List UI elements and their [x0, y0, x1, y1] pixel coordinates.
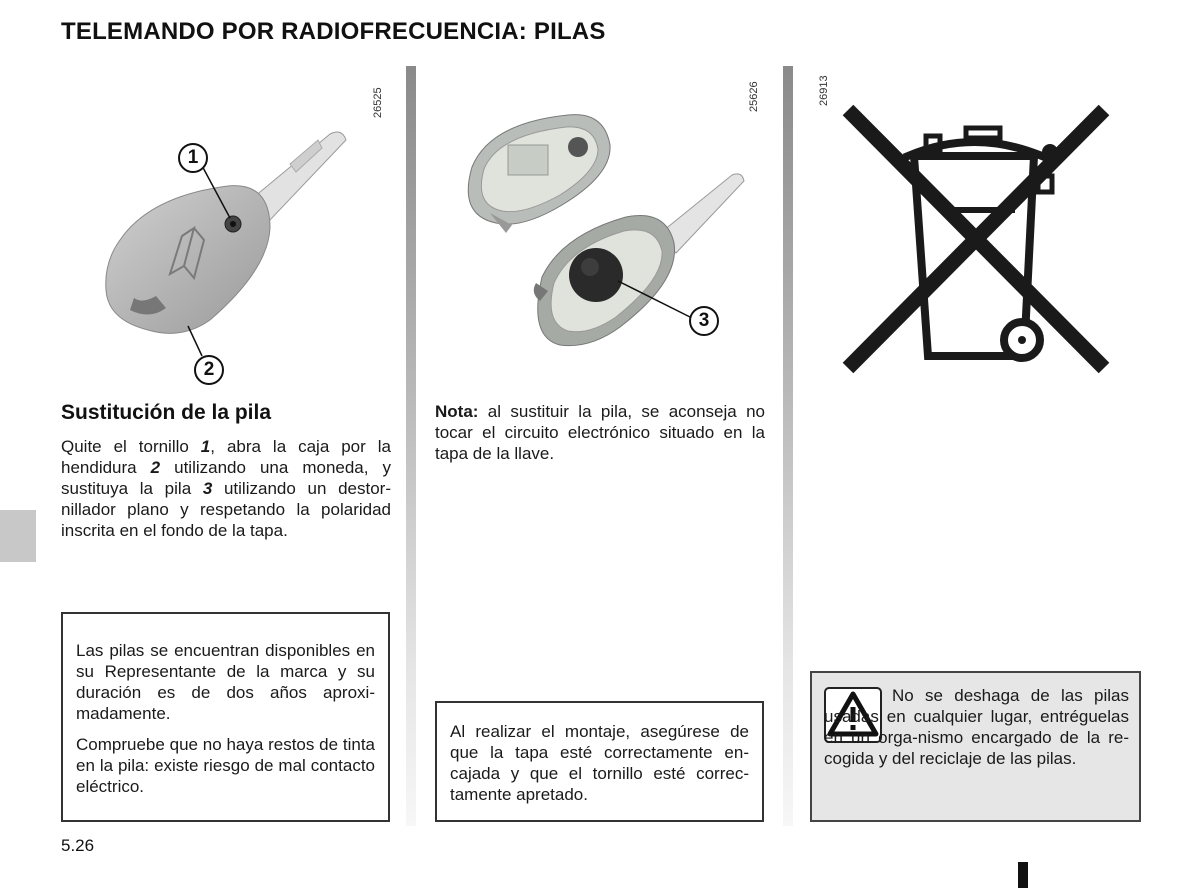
page-title: TELEMANDO POR RADIOFRECUENCIA: PILAS — [61, 18, 606, 45]
info-text: Compruebe que no haya restos de tinta en la pila: existe riesgo de mal contacto eléctrico. — [76, 735, 375, 796]
crossed-out-bin-symbol — [838, 100, 1113, 375]
text-run: utilizando una moneda, y sustituya la pila — [61, 458, 391, 498]
column-separator — [406, 66, 416, 826]
text-run: , abra la caja por la hendidura — [61, 437, 391, 477]
ref-number: 2 — [150, 458, 161, 477]
figure-code: 25626 — [748, 81, 760, 112]
ref-number: 3 — [202, 479, 213, 498]
warning-text: No se deshaga de las pilas usadas en cualquier lugar, entréguelas en un orga-nismo encargado de la re-cogida y del reciclaje de las pilas. — [824, 686, 1129, 768]
callout-3: 3 — [689, 306, 719, 336]
text-run: utilizando un destor-nillador plano y respetando la polaridad inscrita en el fondo de la tapa. — [61, 479, 391, 540]
note-label: Nota: — [435, 402, 479, 421]
key-fob-illustration — [90, 120, 360, 360]
info-box-availability — [61, 612, 390, 822]
text-run: Quite el tornillo — [61, 437, 201, 456]
info-text: Las pilas se encuentran disponibles en su Representante de la marca y su duración es de dos años aproxi-madamente. — [76, 641, 375, 723]
chapter-tab — [0, 510, 36, 562]
ref-number: 1 — [200, 437, 211, 456]
info-text: Al realizar el montaje, asegúrese de que la tapa esté correctamente en-cajada y que el tornillo esté correc-tamente apretado. — [450, 722, 749, 804]
callout-2: 2 — [194, 355, 224, 385]
info-box-assembly — [435, 701, 764, 822]
figure-code: 26913 — [818, 75, 830, 106]
page-number: 5.26 — [61, 836, 95, 855]
column-separator — [783, 66, 793, 826]
section-heading: Sustitución de la pila — [61, 401, 272, 424]
warning-box — [810, 671, 1141, 822]
instructions-paragraph — [61, 436, 391, 541]
note-text: al sustituir la pila, se aconseja no tocar el circuito electrónico situado en la tapa de la llave. — [435, 402, 765, 463]
note-paragraph — [435, 401, 765, 464]
page-marker — [1018, 862, 1028, 888]
callout-1: 1 — [178, 143, 208, 173]
figure-code: 26525 — [372, 87, 384, 118]
